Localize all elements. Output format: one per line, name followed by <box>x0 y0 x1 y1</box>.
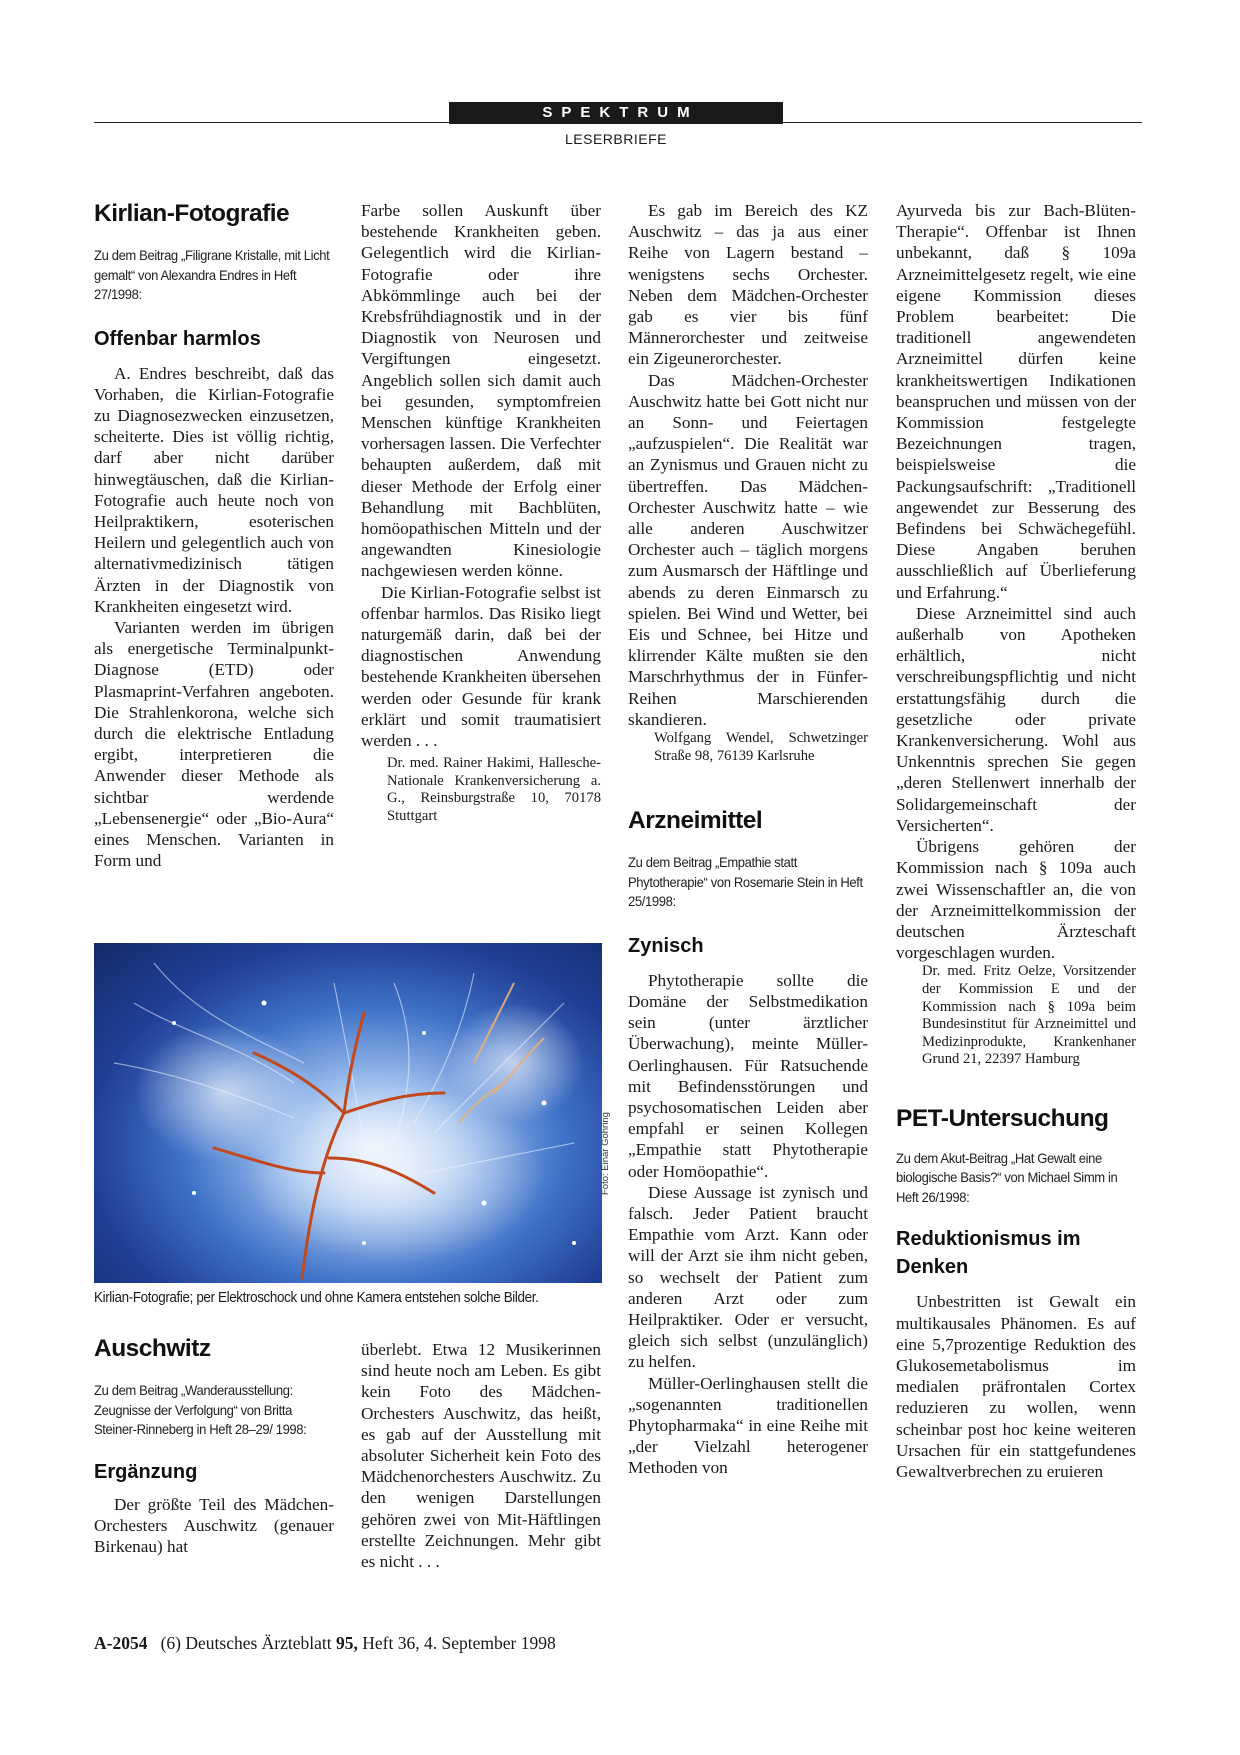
letter-title-offenbar-harmlos: Offenbar harmlos <box>94 327 261 350</box>
letter-signature-wendel: Wolfgang Wendel, Schwetzinger Straße 98, 76139 Karlsruhe <box>654 730 868 764</box>
page-footer <box>94 1633 556 1654</box>
letter-paragraph: Diese Aussage ist zynisch und falsch. Jeder Patient braucht Empathie vom Arzt. Kann oder will der Arzt sie ihm nicht geben, so wechselt der Patient zum anderen Arzt oder zum Heilpraktiker. Oder er versucht, gleich sich selbst (unzulänglich) zu helfen. <box>628 1182 868 1372</box>
column-2-top <box>361 200 601 826</box>
kirlian-photo <box>94 943 602 1283</box>
letter-title-reduktionismus: Reduktionismus im Denken <box>896 1228 1081 1279</box>
column-1-bottom <box>94 1335 334 1557</box>
letter-paragraph: Es gab im Bereich des KZ Auschwitz – das ja aus einer Reihe von Lagern bestand – wenigstens sechs Orchester. Neben dem Mädchen-Orchester gab es vier bis fünf Männerorchester und zeitweise ein Zigeunerorchester. <box>628 201 868 369</box>
journal-name: (6) Deutsches Ärzteblatt <box>160 1633 332 1653</box>
letter-paragraph: Übrigens gehören der Kommission nach § 109a auch zwei Wissenschaftler an, die von der Arzneimittelkommission der deutschen Ärzteschaft vorgeschlagen wurden. <box>896 837 1136 963</box>
letter-paragraph: Phytotherapie sollte die Domäne der Selbstmedikation sein (unter ärztlicher Überwachung), meinte Müller-Oerlinghausen. Für Ratsuchende mit Befindensstörungen und psychosomatischen Leiden aber empfahl er seinen Kollegen „Empathie statt Phytotherapie oder Homöopathie“. <box>628 970 868 1181</box>
letter-signature-oelze: Dr. med. Fritz Oelze, Vorsitzender der Kommission E und der Kommission nach § 109a beim Bundesinstitut für Arzneimittel und Medizinprodukte, Krankenhaner Grund 21, 22397 Hamburg <box>922 963 1136 1068</box>
letter-paragraph: überlebt. Etwa 12 Musikerinnen sind heute noch am Leben. Es gibt kein Foto des Mädchen-Orchesters Auschwitz, das heißt, es gab auf der Ausstellung mit absoluter Sicherheit kein Foto des Mädchenorchesters Auschwitz. Zu den wenigen Darstellungen gehören zwei von Mit-Häftlingen erstellte Zeichnungen. Mehr gibt es nicht . . . <box>361 1340 601 1572</box>
letter-signature-hakimi: Dr. med. Rainer Hakimi, Hallesche-Nationale Krankenversicherung a. G., Reinsburgstraße 10, 70178 Stuttgart <box>387 755 601 825</box>
article-title-pet: PET-Untersuchung <box>896 1104 1109 1132</box>
letter-paragraph: Diese Arzneimittel sind auch außerhalb von Apotheken erhältlich, nicht verschreibungspflichtig und nicht erstattungsfähig durch die gesetzliche oder private Krankenversicherung. Wohl aus Unkenntnis sprechen Sie gegen „deren Stellenwert innerhalb der Solidargemeinschaft der Versicherten“. <box>896 603 1136 835</box>
letter-paragraph: Varianten werden im übrigen als energetische Terminalpunkt-Diagnose (ETD) oder Plasmaprint-Verfahren angeboten. Die Strahlenkorona, welche sich durch die elektrische Entladung ergibt, interpretieren die Anwender dieser Methode als sichtbar werdende „Lebensenergie“ oder „Bio-Aura“ eines Menschen. Varianten in Form und <box>94 617 334 871</box>
issue-date: Heft 36, 4. September 1998 <box>362 1633 556 1653</box>
subsection-label: LESERBRIEFE <box>565 131 667 147</box>
article-title-kirlian: Kirlian-Fotografie <box>94 200 290 227</box>
letter-paragraph: Der größte Teil des Mädchen-Orchesters Auschwitz (genauer Birkenau) hat <box>94 1494 334 1556</box>
letter-paragraph: Müller-Oerlinghausen stellt die „sogenannten traditionellen Phytopharmaka“ in eine Reihe mit „der Vielzahl heterogener Methoden von <box>628 1373 868 1478</box>
letter-title-ergaenzung: Ergänzung <box>94 1460 198 1483</box>
article-title-auschwitz: Auschwitz <box>94 1335 211 1362</box>
photo-caption: Kirlian-Fotografie; per Elektroschock und ohne Kamera entstehen solche Bilder. <box>94 1290 539 1306</box>
section-label: SPEKTRUM <box>449 102 783 124</box>
letter-paragraph: Die Kirlian-Fotografie selbst ist offenbar harmlos. Das Risiko liegt naturgemäß darin, daß bei der diagnostischen Anwendung bestehende Krankheiten übersehen werden oder Gesunde für krank erklärt und somit traumatisiert werden . . . <box>361 582 601 751</box>
column-3 <box>628 200 868 1479</box>
page-number: A-2054 <box>94 1633 148 1653</box>
volume-number: 95, <box>336 1633 358 1653</box>
letter-paragraph: Das Mädchen-Orchester Auschwitz hatte bei Gott nicht nur an Sonn- und Feiertagen „aufzuspielen“. Die Realität war an Zynismus und Grauen nicht zu übertreffen. Das Mädchen-Orchester Auschwitz hatte – wie alle anderen Auschwitzer Orchester auch – täglich morgens zum Ausmarsch der Häftlinge und abends zu deren Einmarsch zu spielen. Bei Wind und Wetter, bei Eis und Schnee, bei Hitze und klirrender Kälte mußten sie den Marschrhythmus der in Fünfer-Reihen Marschierenden skandieren. <box>628 370 868 729</box>
letter-paragraph: A. Endres beschreibt, daß das Vorhaben, die Kirlian-Fotografie zu Diagnosezwecken einzusetzen, scheiterte. Dies ist völlig richtig, darf aber nicht darüber hinwegtäuschen, daß die Kirlian-Fotografie auch heute noch von Heilpraktikern, esoterischen Heilern und gelegentlich auch von alternativmedizinisch tätigen Ärzten in der Diagnostik von Krankheiten eingesetzt wird. <box>94 363 334 616</box>
letter-paragraph: Unbestritten ist Gewalt ein multikausales Phänomen. Es auf eine 5,7prozentige Reduktion des Glukosemetabolismus im medialen präfrontalen Cortex reduzieren zu wollen, wenn scheinbar post hoc keine weiteren Ursachen für ein stattgefundenes Gewaltverbrechen zu eruieren <box>896 1292 1136 1481</box>
article-intro-pet: Zu dem Akut-Beitrag „Hat Gewalt eine biologische Basis?“ von Michael Simm in Heft 26/1998: <box>896 1149 1118 1205</box>
letter-title-zynisch: Zynisch <box>628 934 704 957</box>
column-2-bottom <box>361 1339 601 1572</box>
photo-credit: Foto: Einar Göhring <box>600 1112 611 1195</box>
article-title-arzneimittel: Arzneimittel <box>628 807 763 835</box>
letter-paragraph: Ayurveda bis zur Bach-Blüten-Therapie“. Offenbar ist Ihnen unbekannt, daß § 109a Arzneimittelgesetz regelt, wie eine eigene Kommission dieses Problem bearbeitet: Die traditionell angewendeten Arzneimittel dürfen keine krankheitswertigen Indikationen beanspruchen und müssen von der Kommission festgelegte Bezeichnungen tragen, beispielsweise die Packungsaufschrift: „Traditionell angewendet zur Besserung des Befindens bei Schwächegefühl. Diese Angaben beruhen ausschließlich auf Überlieferung und Erfahrung.“ <box>896 201 1136 602</box>
letter-paragraph: Farbe sollen Auskunft über bestehende Krankheiten geben. Gelegentlich wird die Kirlian-Fotografie oder ihre Abkömmlinge auch bei der Krebsfrühdiagnostik und in der Diagnostik von Neurosen und Vergiftungen eingesetzt. Angeblich sollen sich damit auch bei gesunden, symptomfreien Menschen künftige Krankheiten vorhersagen lassen. Die Verfechter behaupten außerdem, daß mit dieser Methode der Erfolg einer Behandlung mit Bachblüten, homöopathischen Mitteln und der angewandten Kinesiologie nachgewiesen werden könne. <box>361 201 601 581</box>
article-intro-auschwitz: Zu dem Beitrag „Wanderausstellung: Zeugnisse der Verfolgung“ von Britta Steiner-Rinneberg in Heft 28–29/ 1998: <box>94 1382 307 1437</box>
article-intro-arzneimittel: Zu dem Beitrag „Empathie statt Phytotherapie“ von Rosemarie Stein in Heft 25/1998: <box>628 854 863 910</box>
article-intro-kirlian: Zu dem Beitrag „Filigrane Kristalle, mit Licht gemalt“ von Alexandra Endres in Heft 27/1998: <box>94 247 330 302</box>
column-1-top <box>94 200 334 871</box>
column-4 <box>896 200 1136 1482</box>
